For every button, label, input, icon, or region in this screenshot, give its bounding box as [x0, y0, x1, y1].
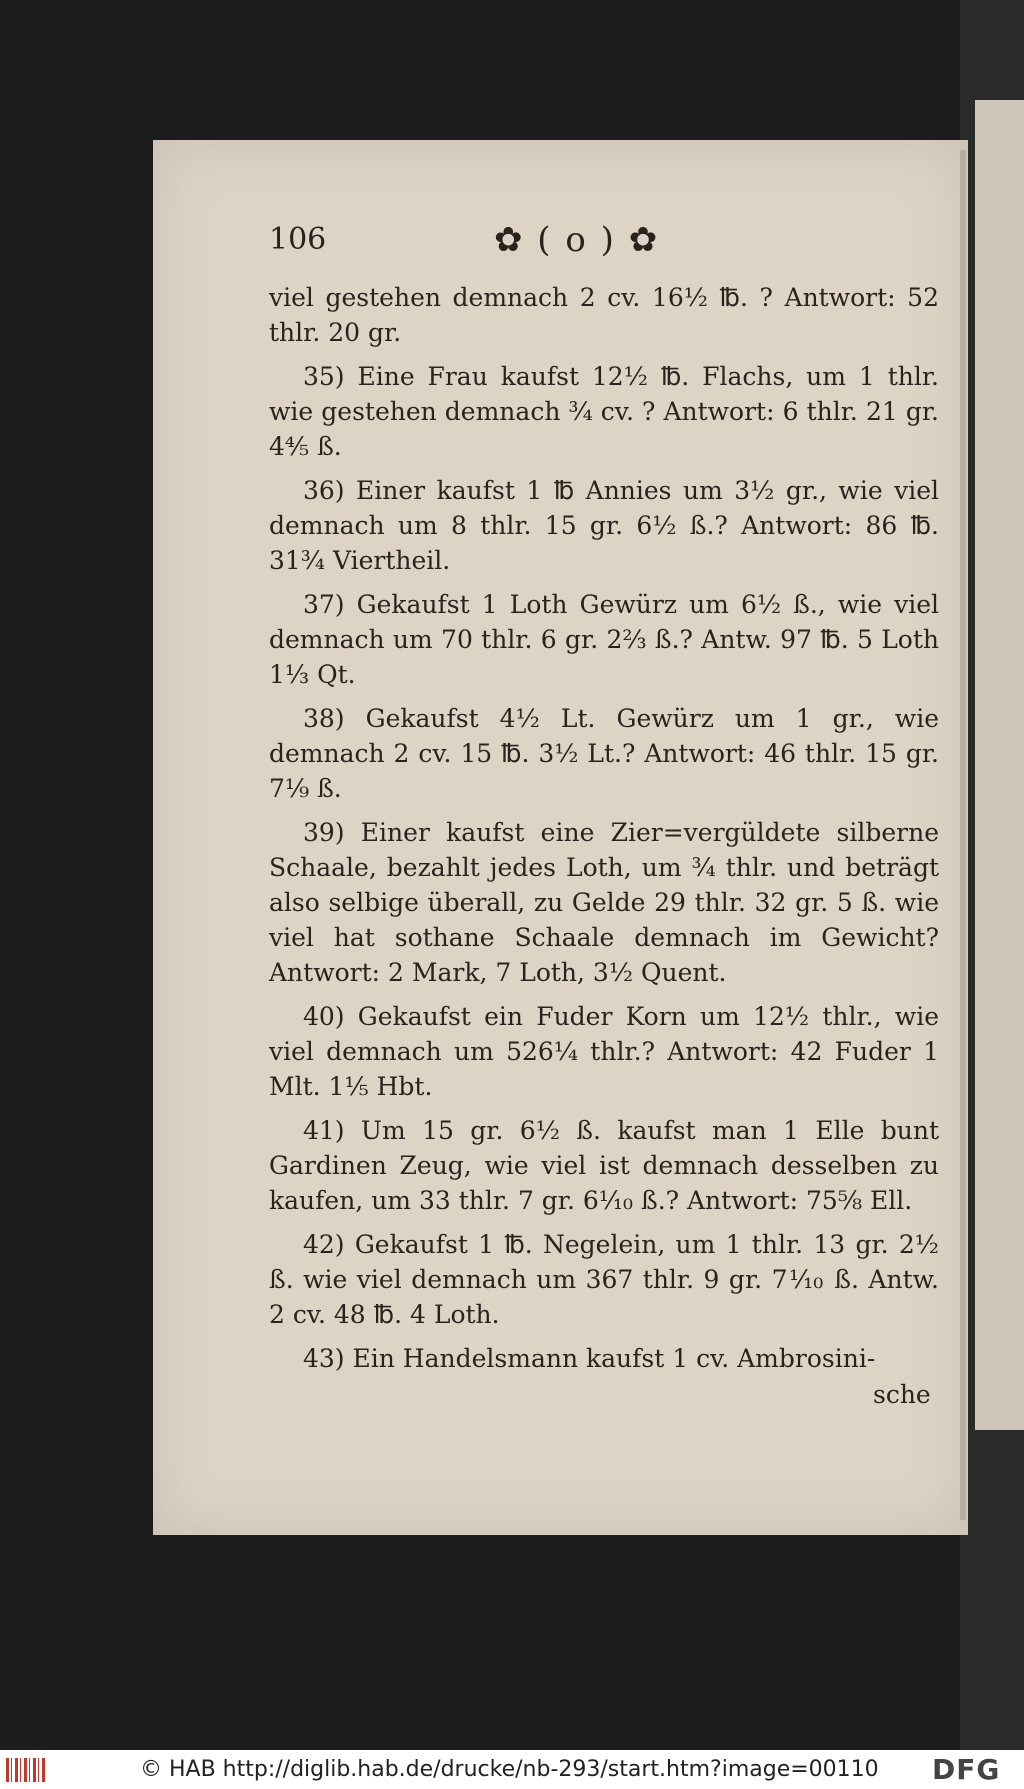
paragraph: 40) Gekaufst ein Fuder Korn um 12½ thlr., wie viel demnach um 526¼ thlr.? Antwort: 42 Fuder 1 Mlt. 1⅕ Hbt.: [269, 1002, 939, 1101]
page-number: 106: [269, 222, 327, 257]
footer-bar: [0, 1750, 1024, 1789]
page-edge: [960, 150, 966, 1520]
dfg-logo: DFG: [932, 1753, 1001, 1786]
paragraph: 37) Gekaufst 1 Loth Gewürz um 6½ ß., wie viel demnach um 70 thlr. 6 gr. 2⅔ ß.? Antw. 97 ℔. 5 Loth 1⅓ Qt.: [269, 590, 939, 689]
paragraph: 43) Ein Handelsmann kaufst 1 cv. Ambrosini-: [303, 1344, 876, 1373]
copyright-link[interactable]: © HAB http://diglib.hab.de/drucke/nb-293/start.htm?image=00110: [140, 1757, 879, 1782]
paragraph: 41) Um 15 gr. 6½ ß. kaufst man 1 Elle bunt Gardinen Zeug, wie viel ist demnach desselben zu kaufen, um 33 thlr. 7 gr. 6⅒ ß.? Antwort: 75⅝ Ell.: [269, 1116, 939, 1215]
header-ornament: ✿ ( o ) ✿: [494, 220, 660, 260]
adjacent-page: [975, 100, 1024, 1430]
paragraph: 39) Einer kaufst eine Zier=vergüldete silberne Schaale, bezahlt jedes Loth, um ¾ thlr. und beträgt also selbige überall, zu Gelde 29 thlr. 32 gr. 5 ß. wie viel hat sothane Schaale demnach im Gewicht? Antwort: 2 Mark, 7 Loth, 3½ Quent.: [269, 818, 939, 987]
paragraph: 36) Einer kaufst 1 ℔ Annies um 3½ gr., wie viel demnach um 8 thlr. 15 gr. 6½ ß.? Antwort: 86 ℔. 31¾ Viertheil.: [269, 476, 939, 575]
page-text: [269, 280, 939, 1385]
barcode-icon: [6, 1758, 46, 1782]
paragraph: 38) Gekaufst 4½ Lt. Gewürz um 1 gr., wie demnach 2 cv. 15 ℔. 3½ Lt.? Antwort: 46 thlr. 15 gr. 7⅑ ß.: [269, 704, 939, 803]
book-page: [153, 140, 968, 1535]
paragraph: 35) Eine Frau kaufst 12½ ℔. Flachs, um 1 thlr. wie gestehen demnach ¾ cv. ? Antwort: 6 thlr. 21 gr. 4⅘ ß.: [269, 362, 939, 461]
paragraph: viel gestehen demnach 2 cv. 16½ ℔. ? Antwort: 52 thlr. 20 gr.: [269, 283, 939, 347]
catchword: sche: [873, 1380, 931, 1409]
page-header: [269, 222, 869, 272]
paragraph: 42) Gekaufst 1 ℔. Negelein, um 1 thlr. 13 gr. 2½ ß. wie viel demnach um 367 thlr. 9 gr. 7⅒ ß. Antw. 2 cv. 48 ℔. 4 Loth.: [269, 1230, 939, 1329]
